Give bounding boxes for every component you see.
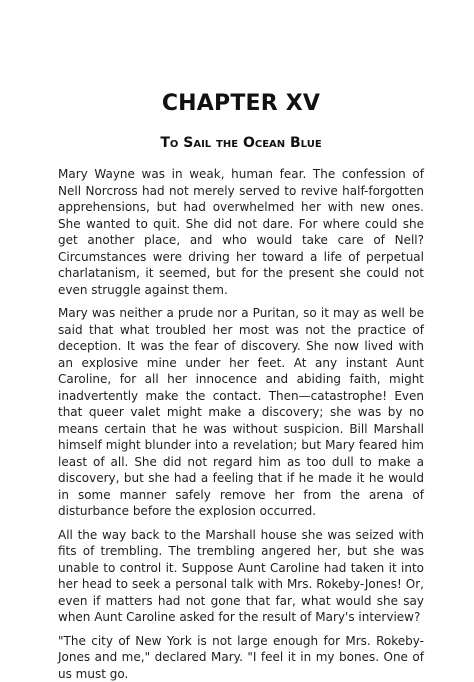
chapter-body	[58, 166, 424, 682]
paragraph: Mary Wayne was in weak, human fear. The confession of Nell Norcross had not merely served to revive half-forgotten apprehensions, but had overwhelmed her with new ones. She wanted to quit. She did not dare. For where could she get another place, and who would take care of Nell? Circumstances were driving her toward a life of perpetual charlatanism, it seemed, but for the present she could not even struggle against them.	[58, 166, 424, 298]
paragraph: Mary was neither a prude nor a Puritan, so it may as well be said that what troubled her most was not the practice of deception. It was the fear of discovery. She now lived with an explosive mine under her feet. At any instant Aunt Caroline, for all her innocence and abiding faith, might inadvertently make the contact. Then—catastrophe! Even that queer valet might make a discovery; she was by no means certain that he was without suspicion. Bill Marshall himself might blunder into a revelation; but Mary feared him least of all. She did not regard him as too dull to make a discovery, but she had a feeling that if he made it he would in some manner safely remove her from the arena of disturbance before the explosion occurred.	[58, 305, 424, 520]
chapter-subtitle: To Sail the Ocean Blue	[58, 118, 424, 152]
paragraph: "The city of New York is not large enough for Mrs. Rokeby-Jones and me," declared Mary. "I feel it in my bones. One of us must go.	[58, 633, 424, 682]
paragraph: All the way back to the Marshall house she was seized with fits of trembling. The trembling angered her, but she was unable to control it. Suppose Aunt Caroline had taken it into her head to seek a personal talk with Mrs. Rokeby-Jones! Or, even if matters had not gone that far, what would she say when Aunt Caroline asked for the result of Mary's interview?	[58, 527, 424, 626]
chapter-title: CHAPTER XV	[58, 0, 424, 118]
